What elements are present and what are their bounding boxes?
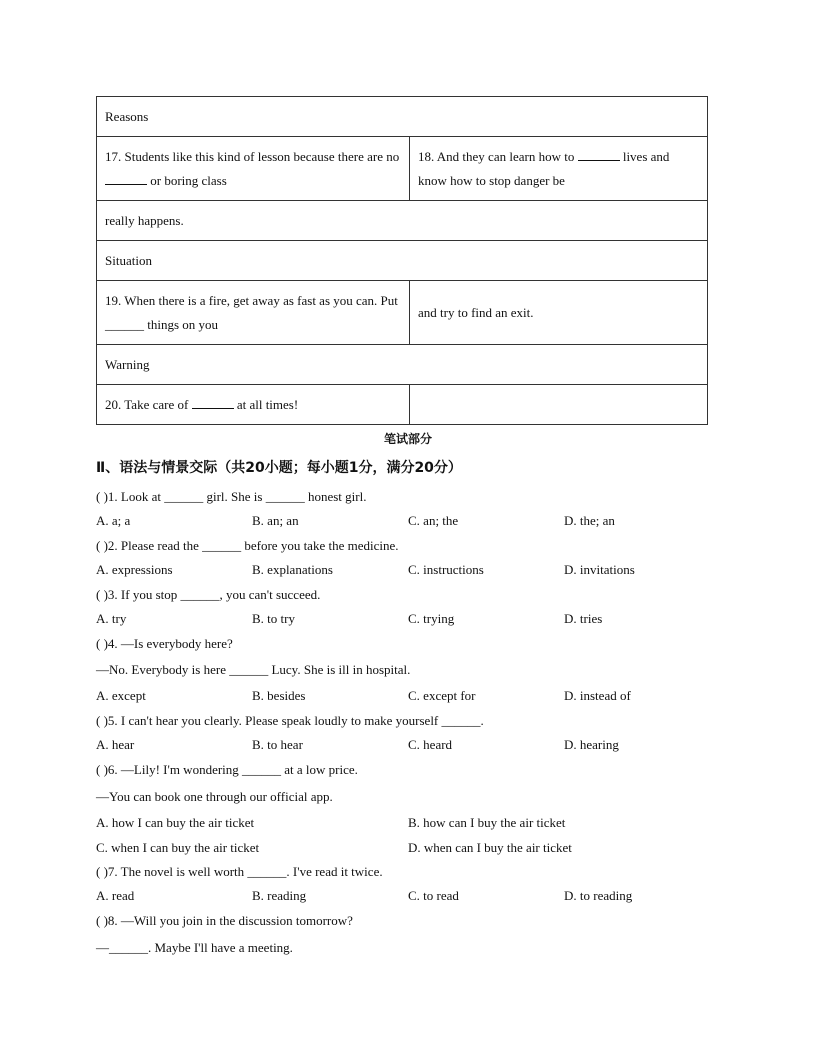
q5-option-d: D. hearing [564, 737, 619, 752]
q1-option-a: A. a; a [96, 513, 131, 528]
q1-option-b: B. an; an [252, 513, 299, 528]
table-cell-really: really happens. [97, 201, 708, 241]
question-8-stem: ( )8. —Will you join in the discussion tomorrow? [96, 913, 353, 928]
q20-text: 20. Take care of [105, 396, 189, 412]
q1-option-c: C. an; the [408, 513, 459, 528]
question-7-stem: ( )7. The novel is well worth ______. I've read it twice. [96, 864, 383, 879]
answer-blank [105, 172, 147, 185]
reading-table [96, 96, 708, 425]
table-cell-reasons: Reasons [97, 97, 708, 137]
q6-option-c: C. when I can buy the air ticket [96, 840, 260, 855]
q7-option-a: A. read [96, 888, 135, 903]
q2-option-a: A. expressions [96, 562, 173, 577]
q2-option-c: C. instructions [408, 562, 484, 577]
question-5-stem: ( )5. I can't hear you clearly. Please speak loudly to make yourself ______. [96, 713, 484, 728]
question-4-response: —No. Everybody is here ______ Lucy. She is ill in hospital. [96, 662, 411, 677]
question-6-response: —You can book one through our official app. [96, 789, 333, 804]
q5-option-c: C. heard [408, 737, 453, 752]
q6-option-d: D. when can I buy the air ticket [408, 840, 572, 855]
written-part-heading: 笔试部分 [383, 432, 432, 446]
answer-blank [578, 148, 620, 161]
q2-option-b: B. explanations [252, 562, 333, 577]
table-cell-q19-right: and try to find an exit. [410, 281, 708, 345]
table-cell-situation: Situation [97, 241, 708, 281]
q6-option-a: A. how I can buy the air ticket [96, 815, 255, 830]
question-4-stem: ( )4. —Is everybody here? [96, 636, 233, 651]
q2-option-d: D. invitations [564, 562, 635, 577]
q17-text: 17. Students like this kind of lesson because there are no [105, 148, 400, 164]
q17-tail: or boring class [150, 172, 227, 188]
q5-option-b: B. to hear [252, 737, 303, 752]
section-title: Ⅱ、语法与情景交际（共20小题；每小题1分，满分20分） [96, 460, 462, 476]
table-cell-warning: Warning [97, 345, 708, 385]
q18-tail: lives and know how to stop danger be [418, 148, 670, 188]
q1-option-d: D. the; an [564, 513, 615, 528]
q7-option-b: B. reading [252, 888, 307, 903]
q3-option-a: A. try [96, 611, 127, 626]
q4-option-c: C. except for [408, 688, 476, 703]
table-cell-empty [410, 385, 708, 425]
q7-option-d: D. to reading [564, 888, 633, 903]
question-1-stem: ( )1. Look at ______ girl. She is ______ honest girl. [96, 489, 367, 504]
table-cell-q17 [97, 137, 410, 201]
q20-tail: at all times! [236, 396, 299, 412]
q3-option-b: B. to try [252, 611, 295, 626]
answer-blank [192, 396, 234, 409]
table-cell-q20 [97, 385, 410, 425]
question-3-stem: ( )3. If you stop ______, you can't succeed. [96, 587, 321, 602]
table-cell-q18 [410, 137, 708, 201]
q4-option-a: A. except [96, 688, 146, 703]
q7-option-c: C. to read [408, 888, 459, 903]
q4-option-b: B. besides [252, 688, 306, 703]
q4-option-d: D. instead of [564, 688, 631, 703]
question-8-response: —______. Maybe I'll have a meeting. [96, 940, 293, 955]
question-2-stem: ( )2. Please read the ______ before you take the medicine. [96, 538, 399, 553]
q3-option-d: D. tries [564, 611, 603, 626]
question-6-stem: ( )6. —Lily! I'm wondering ______ at a low price. [96, 762, 358, 777]
q6-option-b: B. how can I buy the air ticket [408, 815, 566, 830]
q18-text: 18. And they can learn how to [418, 148, 575, 164]
q3-option-c: C. trying [408, 611, 455, 626]
table-cell-q19: 19. When there is a fire, get away as fast as you can. Put ______ things on you [97, 281, 410, 345]
q5-option-a: A. hear [96, 737, 135, 752]
